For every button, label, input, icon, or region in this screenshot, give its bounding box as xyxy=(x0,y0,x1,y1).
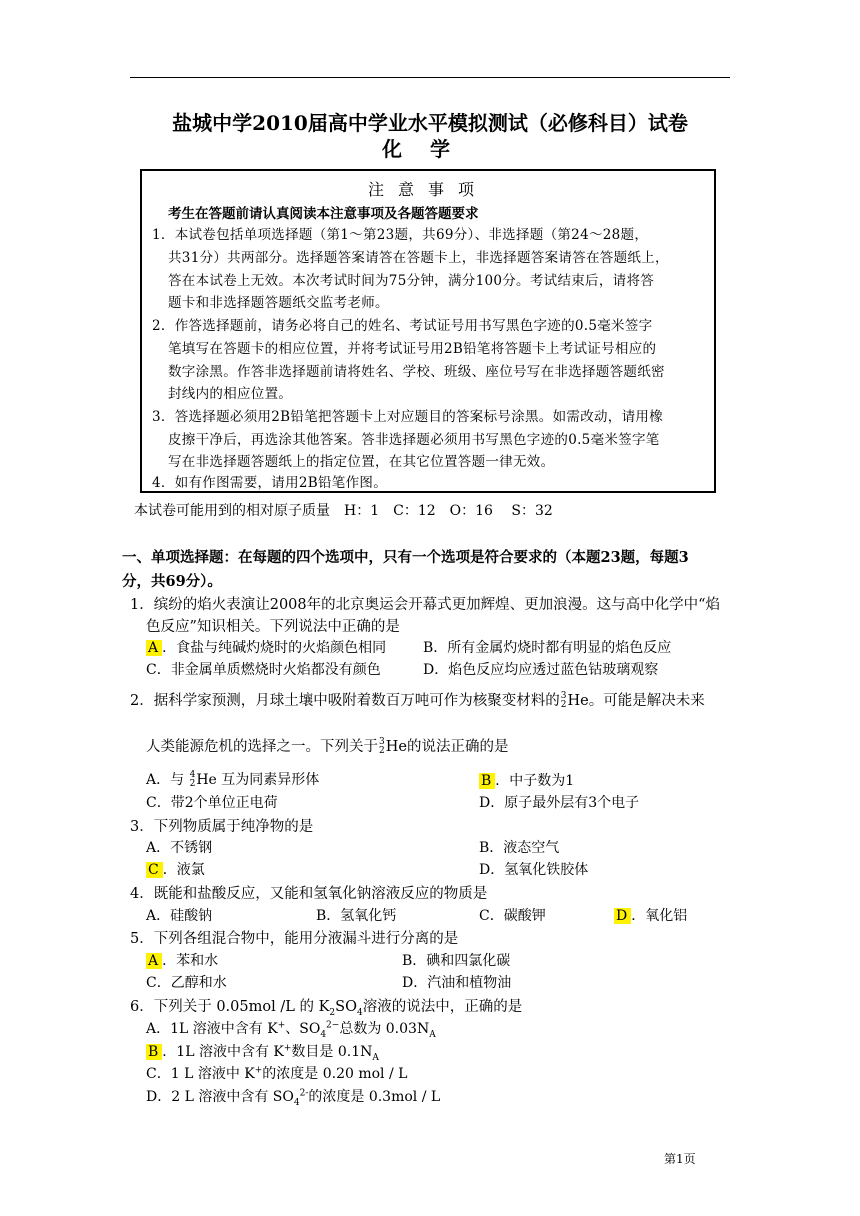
q2-option-b xyxy=(479,770,574,790)
answer-highlight: D xyxy=(614,908,631,924)
option-text: A．与 xyxy=(146,772,185,788)
q3-stem: 3．下列物质属于纯净物的是 xyxy=(130,819,314,835)
stem-text: 。可能是解决未来 xyxy=(588,693,705,709)
q1-option-a xyxy=(146,637,386,657)
notice-line: 2．作答选择题前，请务必将自己的姓名、考试证号用书写黑色字迹的0.5毫米签字 xyxy=(152,318,653,334)
superscript: + xyxy=(254,1065,263,1076)
notice-box xyxy=(140,169,716,493)
header-rule xyxy=(130,77,730,78)
q4-option-d xyxy=(614,905,687,925)
superscript: 2− xyxy=(326,1020,340,1031)
q4-option-b: B．氢氧化钙 xyxy=(316,908,397,924)
element-symbol: He xyxy=(196,772,217,788)
mass-number: 3 xyxy=(379,737,385,747)
q6-option-d xyxy=(146,1086,440,1108)
answer-highlight: B xyxy=(479,773,495,789)
q2-stem xyxy=(130,689,705,710)
mass-number: 4 xyxy=(189,770,196,780)
q6-option-c xyxy=(146,1063,407,1083)
subscript: A xyxy=(372,1052,379,1063)
notice-line: 皮擦干净后，再选涂其他答案。答非选择题必须用书写黑色字迹的0.5毫米签字笔 xyxy=(168,432,660,448)
isotope-notation xyxy=(561,692,567,710)
q5-stem: 5．下列各组混合物中，能用分液漏斗进行分离的是 xyxy=(130,931,459,947)
subject-title: 化学 xyxy=(382,137,478,161)
q1-option-b: B．所有金属灼烧时都有明显的焰色反应 xyxy=(423,640,672,656)
atomic-masses: 本试卷可能用到的相对原子质量 H：1 C：12 O：16 S：32 xyxy=(134,503,553,519)
option-text: ．食盐与纯碱灼烧时的火焰颜色相同 xyxy=(162,640,387,656)
stem-text: SO xyxy=(335,999,357,1015)
page-number: 第1页 xyxy=(664,1152,696,1166)
notice-subtitle: 考生在答题前请认真阅读本注意事项及各题答题要求 xyxy=(168,206,479,222)
answer-highlight: A xyxy=(146,953,162,969)
option-text: A．1L 溶液中含有 K xyxy=(146,1021,278,1037)
stem-text: 溶液的说法中，正确的是 xyxy=(362,999,523,1015)
option-text: 、SO xyxy=(285,1021,321,1037)
q2-option-a xyxy=(146,769,319,789)
q6-stem xyxy=(130,995,522,1018)
isotope-notation xyxy=(190,771,196,789)
element-symbol: He xyxy=(567,693,589,709)
stem-text: 人类能源危机的选择之一。下列关于 xyxy=(146,739,378,755)
option-text: ．液氯 xyxy=(162,862,205,878)
isotope-notation xyxy=(379,738,385,756)
atomic-number: 2 xyxy=(560,700,567,710)
stem-text: 的说法正确的是 xyxy=(406,739,509,755)
notice-line: 题卡和非选择题答题纸交监考老师。 xyxy=(168,295,389,311)
notice-line: 4．如有作图需要，请用2B铅笔作图。 xyxy=(152,475,387,491)
notice-title: 注意事项 xyxy=(367,180,488,199)
subscript: 4 xyxy=(320,1029,327,1040)
q4-option-a: A．硅酸钠 xyxy=(146,908,213,924)
option-text: C．1 L 溶液中 K xyxy=(146,1066,255,1082)
q2-option-d: D．原子最外层有3个电子 xyxy=(479,795,640,811)
option-text: 的浓度是 0.3mol / L xyxy=(308,1089,441,1105)
exam-title: 盐城中学2010届高中学业水平模拟测试（必修科目）试卷 xyxy=(172,111,688,135)
q5-option-b: B．碘和四氯化碳 xyxy=(402,953,511,969)
notice-line: 笔填写在答题卡的相应位置，并将考试证号用2B铅笔将答题卡上考试证号相应的 xyxy=(168,341,657,357)
q5-option-d: D．汽油和植物油 xyxy=(402,975,512,991)
q3-option-a: A．不锈钢 xyxy=(146,840,213,856)
answer-highlight: C xyxy=(146,862,163,878)
option-text: ．1L 溶液中含有 K xyxy=(162,1044,284,1060)
q3-option-c xyxy=(146,859,205,879)
subscript: A xyxy=(429,1029,436,1040)
q5-option-a xyxy=(146,950,218,970)
notice-line: 共31分）共两部分。选择题答案请答在答题卡上，非选择题答案请答在答题纸上， xyxy=(168,250,669,266)
q1-stem-cont: 色反应”知识相关。下列说法中正确的是 xyxy=(146,619,400,635)
q4-stem: 4．既能和盐酸反应，又能和氢氧化钠溶液反应的物质是 xyxy=(130,886,488,902)
subscript: 2 xyxy=(329,1007,336,1018)
notice-line: 数字涂黑。作答非选择题前请将姓名、学校、班级、座位号写在非选择题答题纸密 xyxy=(168,364,665,380)
superscript: 2- xyxy=(299,1088,309,1099)
notice-line: 1．本试卷包括单项选择题（第1～第23题，共69分）、非选择题（第24～28题， xyxy=(152,227,649,243)
q2-stem-cont xyxy=(146,735,508,756)
q4-option-c: C．碳酸钾 xyxy=(479,908,546,924)
option-text: ．中子数为1 xyxy=(495,773,575,789)
q5-option-c: C．乙醇和水 xyxy=(146,975,227,991)
notice-line: 答在本试卷上无效。本次考试时间为75分钟，满分100分。考试结束后，请将答 xyxy=(168,273,655,289)
answer-highlight: A xyxy=(146,640,162,656)
option-text: 互为同素异形体 xyxy=(221,772,320,788)
answer-highlight: B xyxy=(146,1044,162,1060)
atomic-number: 2 xyxy=(189,779,196,789)
option-text: 的浓度是 0.20 mol / L xyxy=(262,1066,408,1082)
option-text: ．氧化铝 xyxy=(631,908,688,924)
q1-option-c: C．非金属单质燃烧时火焰都没有颜色 xyxy=(146,662,381,678)
option-text: ．苯和水 xyxy=(162,953,219,969)
superscript: + xyxy=(283,1043,292,1054)
q6-option-a xyxy=(146,1018,436,1040)
atomic-number: 2 xyxy=(379,746,385,756)
q1-stem: 1．缤纷的焰火表演让2008年的北京奥运会开幕式更加辉煌、更加浪漫。这与高中化学中“焰 xyxy=(130,597,721,613)
q3-option-d: D．氢氧化铁胶体 xyxy=(479,862,589,878)
q1-option-d: D．焰色反应均应透过蓝色钴玻璃观察 xyxy=(423,662,659,678)
q3-option-b: B．液态空气 xyxy=(479,840,560,856)
mass-number: 3 xyxy=(560,691,567,701)
stem-text: 6．下列关于 0.05mol /L 的 K xyxy=(130,999,330,1015)
subscript: 4 xyxy=(356,1007,363,1018)
notice-line: 封线内的相应位置。 xyxy=(168,386,293,402)
notice-line: 写在非选择题答题纸上的指定位置，在其它位置答题一律无效。 xyxy=(168,454,555,470)
option-text: 总数为 0.03N xyxy=(339,1021,430,1037)
section-heading-cont: 分，共69分）。 xyxy=(122,573,222,590)
q2-option-c: C．带2个单位正电荷 xyxy=(146,795,278,811)
section-heading: 一、单项选择题：在每题的四个选项中，只有一个选项是符合要求的（本题23题，每题3 xyxy=(122,549,689,566)
option-text: 数目是 0.1N xyxy=(291,1044,373,1060)
element-symbol: He xyxy=(385,739,407,755)
superscript: + xyxy=(277,1020,286,1031)
notice-line: 3．答选择题必须用2B铅笔把答题卡上对应题目的答案标号涂黑。如需改动，请用橡 xyxy=(152,409,663,425)
option-text: D．2 L 溶液中含有 SO xyxy=(146,1089,294,1105)
q6-option-b xyxy=(146,1041,379,1063)
subscript: 4 xyxy=(293,1097,300,1108)
stem-text: 2．据科学家预测，月球土壤中吸附着数百万吨可作为核聚变材料的 xyxy=(130,693,560,709)
